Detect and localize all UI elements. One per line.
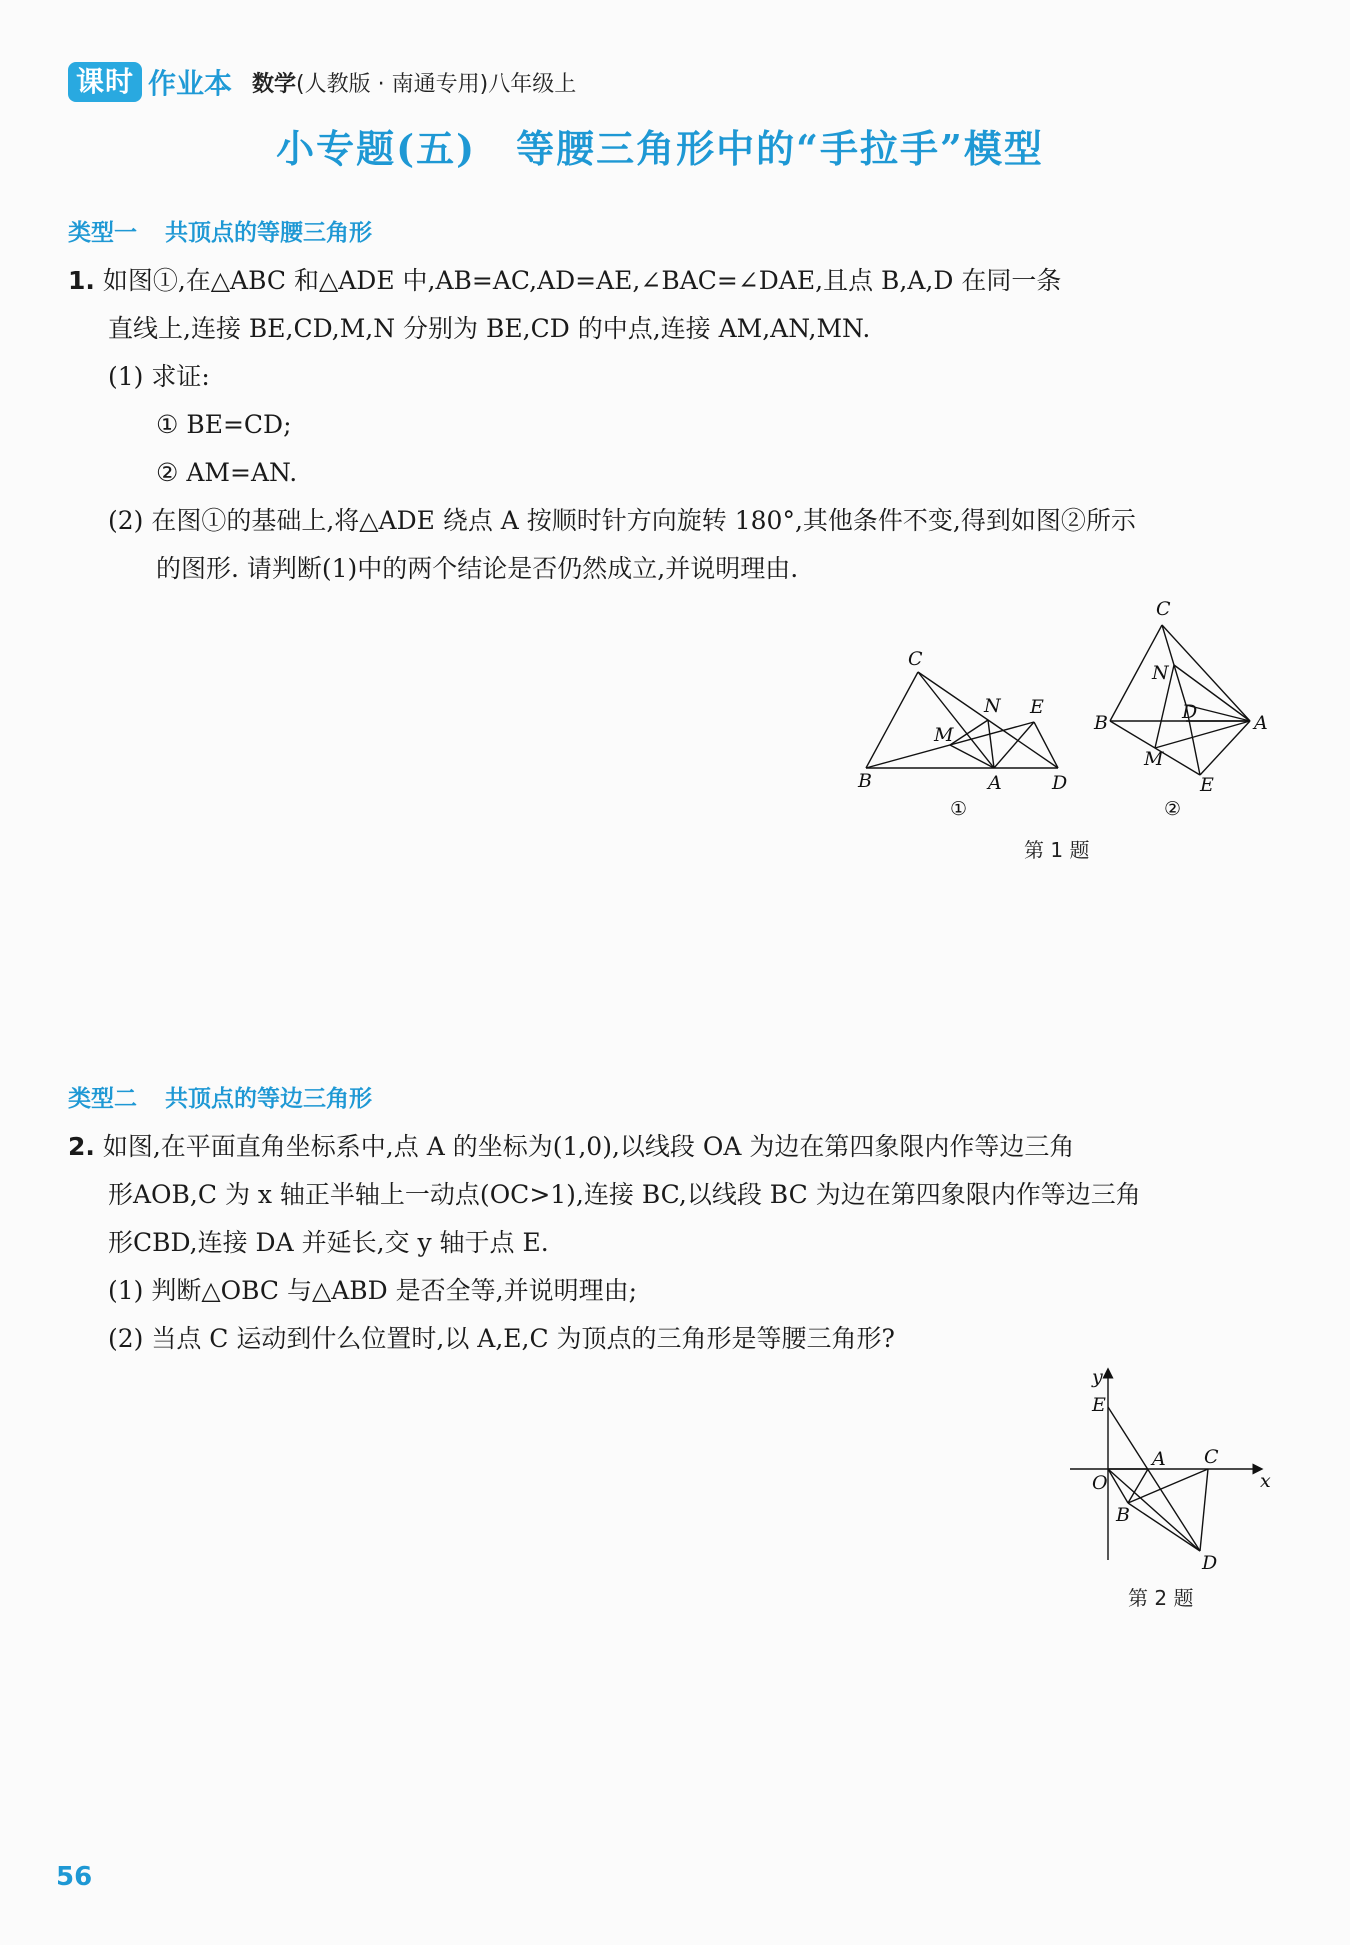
origin-label: O: [1092, 1472, 1108, 1494]
fig1-label-C: C: [908, 648, 923, 670]
fig2-point-E: E: [1092, 1394, 1106, 1416]
fig1-label-A: A: [988, 772, 1002, 794]
fig2-point-A: A: [1152, 1448, 1166, 1470]
section-label: 类型二: [68, 1086, 137, 1112]
fig1-label-M: M: [934, 724, 954, 746]
question-number: 2.: [68, 1132, 95, 1161]
fig1-label-E: E: [1030, 696, 1044, 718]
fig2-number: ②: [1164, 798, 1182, 820]
edition: (人教版 · 南通专用)八年级上: [296, 71, 577, 97]
q1-line-6: 的图形. 请判断(1)中的两个结论是否仍然成立,并说明理由.: [156, 554, 799, 583]
q2-line-4: (2) 当点 C 运动到什么位置时,以 A,E,C 为顶点的三角形是等腰三角形?: [108, 1324, 895, 1353]
axis-x-label: x: [1260, 1470, 1271, 1492]
page-header: [68, 60, 576, 104]
question-number: 1.: [68, 266, 95, 295]
fig2-point-D: D: [1202, 1552, 1218, 1574]
section-name: 共顶点的等腰三角形: [165, 220, 372, 246]
fig2-label-A: A: [1254, 712, 1268, 734]
q2-line-0: [68, 1130, 1074, 1164]
fig1-label-D: D: [1052, 772, 1068, 794]
q1-line-3: ① BE=CD;: [156, 410, 292, 439]
q1-line-0: [68, 264, 1061, 298]
q1-text: 如图①,在△ABC 和△ADE 中,AB=AC,AD=AE,∠BAC=∠DAE,且点 B,A,D 在同一条: [102, 266, 1062, 295]
q2-line-1: 形AOB,C 为 x 轴正半轴上一动点(OC>1),连接 BC,以线段 BC 为边在第四象限内作等边三角: [108, 1180, 1141, 1209]
fig1-label-B: B: [858, 770, 872, 792]
fig2-label-D: D: [1182, 701, 1198, 723]
brand-subtitle: 作业本: [148, 67, 233, 100]
fig2-point-C: C: [1204, 1446, 1219, 1468]
figure-2: [1060, 1365, 1280, 1575]
q2-text: 如图,在平面直角坐标系中,点 A 的坐标为(1,0),以线段 OA 为边在第四象限内作等边三角: [102, 1132, 1075, 1161]
q1-line-2: (1) 求证:: [108, 362, 210, 391]
q1-line-1: 直线上,连接 BE,CD,M,N 分别为 BE,CD 的中点,连接 AM,AN,MN.: [108, 314, 871, 343]
brand-logo: 课时: [68, 62, 142, 102]
q2-line-2: 形CBD,连接 DA 并延长,交 y 轴于点 E.: [108, 1228, 549, 1257]
axis-y-label: y: [1092, 1366, 1103, 1388]
book-info: [252, 67, 576, 98]
fig2-label-C: C: [1156, 598, 1171, 620]
section-label: 类型一: [68, 220, 137, 246]
fig1-number: ①: [950, 798, 968, 820]
q1-line-4: ② AM=AN.: [156, 458, 298, 487]
section-heading-1: [68, 214, 372, 247]
fig1-caption: 第 1 题: [1024, 838, 1090, 862]
fig2-label-B: B: [1094, 712, 1108, 734]
q1-line-5: (2) 在图①的基础上,将△ADE 绕点 A 按顺时针方向旋转 180°,其他条件不变,得到如图②所示: [108, 506, 1136, 535]
section-heading-2: [68, 1080, 372, 1113]
figure-1: [850, 595, 1270, 825]
subject: 数学: [252, 71, 297, 97]
section-name: 共顶点的等边三角形: [165, 1086, 372, 1112]
fig2-point-B: B: [1116, 1504, 1130, 1526]
q2-line-3: (1) 判断△OBC 与△ABD 是否全等,并说明理由;: [108, 1276, 638, 1305]
fig2-label-M: M: [1144, 748, 1164, 770]
fig2-caption: 第 2 题: [1128, 1586, 1194, 1610]
fig2-label-E: E: [1200, 774, 1214, 796]
page-title: 小专题(五) 等腰三角形中的“手拉手”模型: [276, 126, 1044, 171]
fig2-label-N: N: [1152, 662, 1169, 684]
fig1-label-N: N: [984, 695, 1001, 717]
page-number: 56: [56, 1862, 93, 1892]
